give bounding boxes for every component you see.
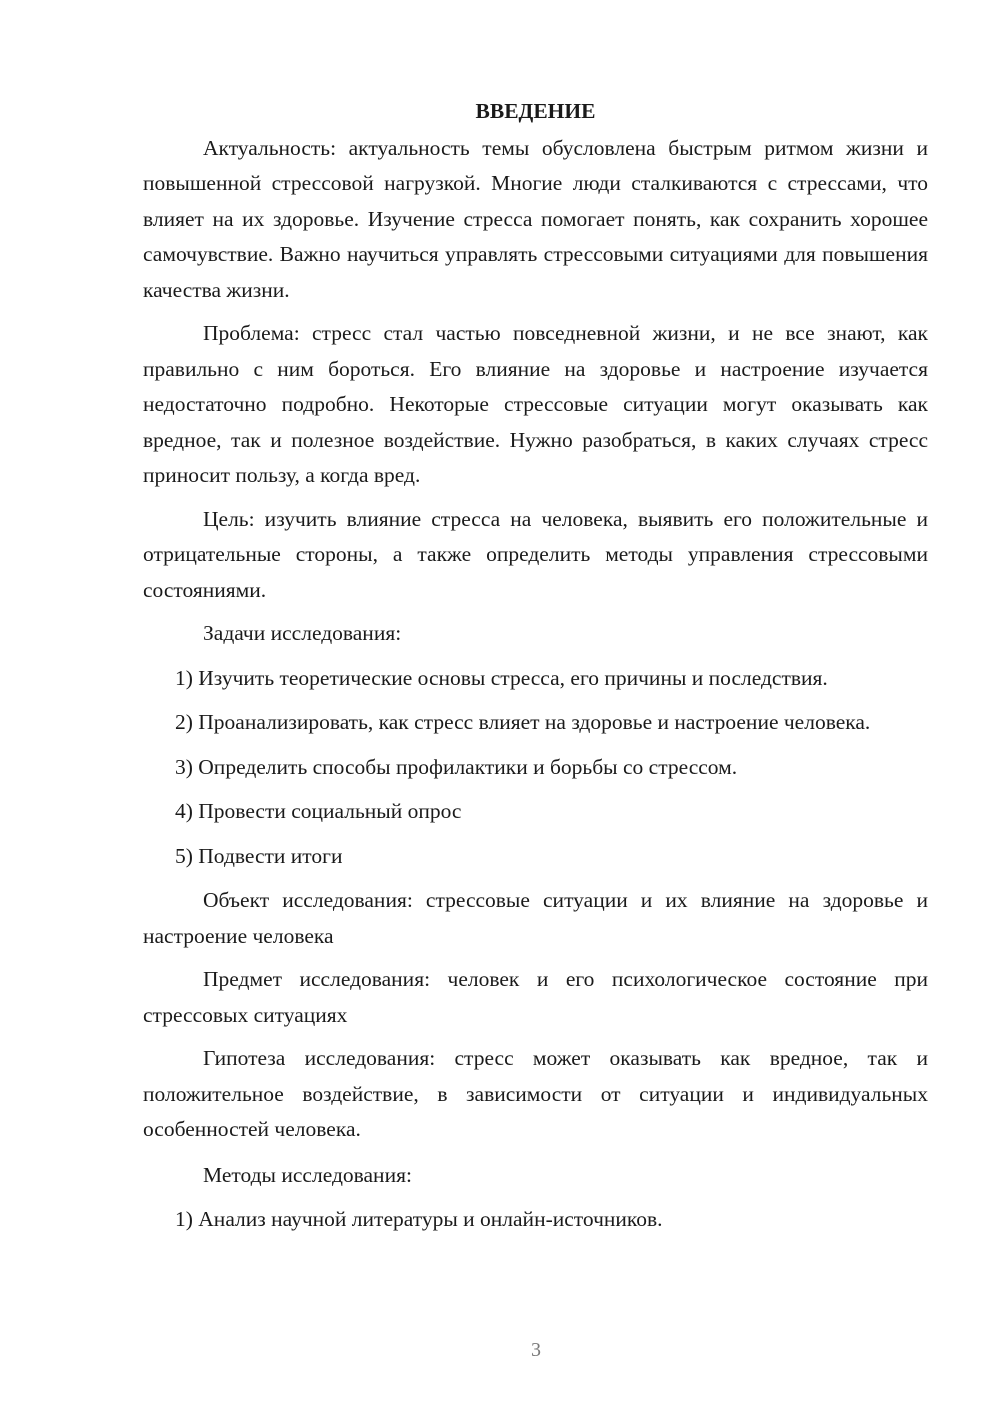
task-item: 1) Изучить теоретические основы стресса, его причины и последствия. [175,665,828,690]
task-item: 2) Проанализировать, как стресс влияет на здоровье и настроение человека. [175,710,871,734]
section-title: ВВЕДЕНИЕ [475,99,596,123]
subject-paragraph: Предмет исследования: человек и его психологическое состояние при стрессовых ситуациях [143,967,928,1027]
method-item: 1) Анализ научной литературы и онлайн-источников. [175,1207,663,1231]
goal-paragraph: Цель: изучить влияние стресса на человека, выявить его положительные и отрицательные стороны, а также определить методы управления стрессовыми состояниями. [143,506,928,602]
hypothesis-paragraph: Гипотеза исследования: стресс может оказывать как вредное, так и положительное воздействие, в зависимости от ситуации и индивидуальных особенностей человека. [143,1046,928,1141]
page-number: 3 [531,1339,541,1361]
object-paragraph: Объект исследования: стрессовые ситуации и их влияние на здоровье и настроение человека [143,888,928,948]
task-item: 3) Определить способы профилактики и борьбы со стрессом. [175,754,738,779]
tasks-heading: Задачи исследования: [203,621,402,645]
relevance-paragraph: Актуальность: актуальность темы обусловлена быстрым ритмом жизни и повышенной стрессовой нагрузкой. Многие люди сталкиваются с стрессами, что влияет на их здоровье. Изучение стресса помогает понять, как сохранить хорошее самочувствие. Важно научиться управлять стрессовыми ситуациями для повышения качества жизни. [143,135,928,302]
problem-paragraph: Проблема: стресс стал частью повседневной жизни, и не все знают, как правильно с ним бороться. Его влияние на здоровье и настроение изучается недостаточно подробно. Некоторые стрессовые ситуации могут оказывать как вредное, так и полезное воздействие. Нужно разобраться, в каких случаях стресс приносит пользу, а когда вред. [143,321,928,487]
task-item: 4) Провести социальный опрос [175,799,462,823]
task-item: 5) Подвести итоги [175,843,343,868]
methods-heading: Методы исследования: [203,1162,412,1187]
page-content [143,94,928,1247]
